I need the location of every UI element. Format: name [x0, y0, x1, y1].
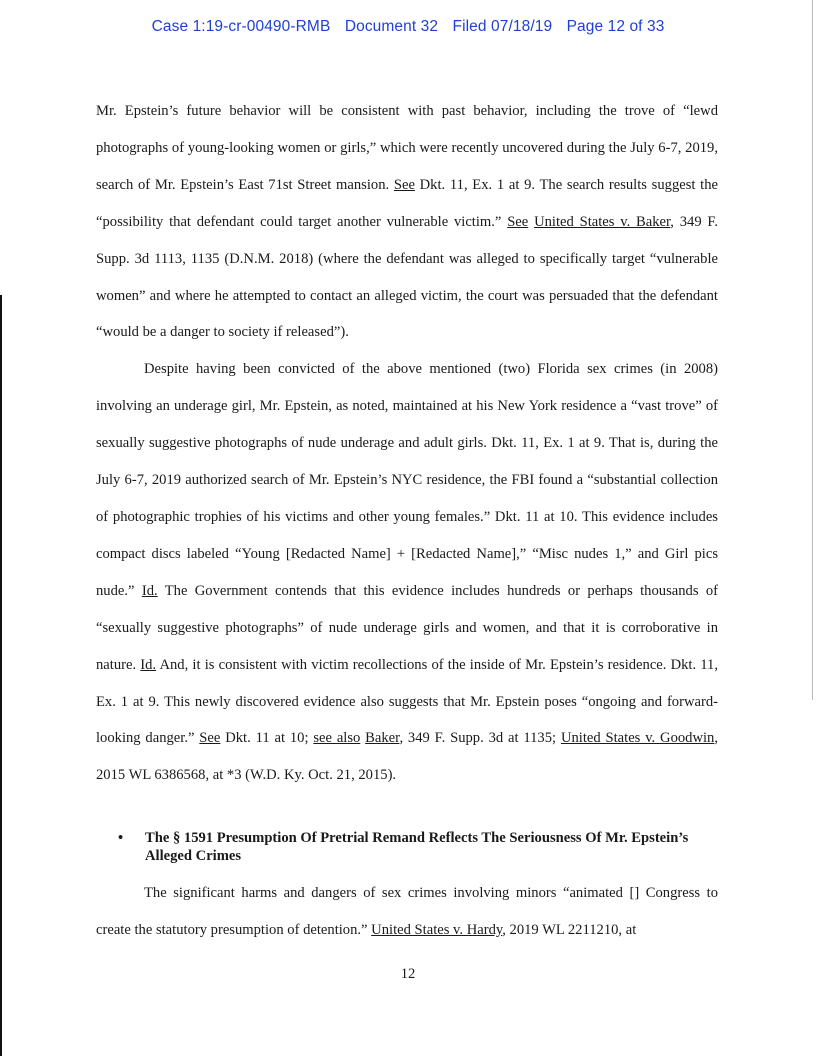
page-number: 12 [400, 966, 416, 982]
section-heading-text: The § 1591 Presumption Of Pretrial Remand Reflects The Seriousness Of Mr. Epstein’s Alleged Crimes [145, 830, 689, 864]
citation-see-also: see also [313, 730, 361, 747]
case-citation-goodwin: United States v. Goodwin [560, 730, 715, 747]
section-heading [118, 829, 718, 865]
case-citation-baker: United States v. Baker [534, 213, 671, 230]
citation-see: See [507, 213, 529, 230]
paragraph-3: The significant harms and dangers of sex crimes involving minors “animated [] Congress to create the statutory presumption of detention.” United States v. Hardy, 2019 WL 2211210, at [96, 885, 718, 938]
scan-edge-left [0, 295, 2, 1056]
paragraph-2: Despite having been convicted of the above mentioned (two) Florida sex crimes (in 2008) involving an underage girl, Mr. Epstein, as noted, maintained at his New York residence a “vast trove” of sexually suggestive photographs of nude underage and adult girls. Dkt. 11, Ex. 1 at 9. That is, during the July 6-7, 2019 authorized search of Mr. Epstein’s NYC residence, the FBI found a “substantial collection of photographic trophies of his victims and other young females.” Dkt. 11 at 10. This evidence includes compact discs labeled “Young [Redacted Name] + [Redacted Name],” “Misc nudes 1,” and Girl pics nude.” Id. The Government contends that this evidence includes hundreds or perhaps thousands of “sexually suggestive photographs” of nude underage girls and women, and that it is corroborative in nature. Id. And, it is consistent with victim recollections of the inside of Mr. Epstein’s residence. Dkt. 11, Ex. 1 at 9. This newly discovered evidence also suggests that Mr. Epstein poses “ongoing and forward-looking danger.” See Dkt. 11 at 10; see also Baker, 349 F. Supp. 3d at 1135; United States v. Goodwin, 2015 WL 6386568, at *3 (W.D. Ky. Oct. 21, 2015). [96, 361, 719, 784]
main-body [96, 93, 718, 794]
citation-see: See [393, 176, 415, 193]
ecf-header [0, 18, 816, 36]
paragraph-1: Mr. Epstein’s future behavior will be consistent with past behavior, including the trove of “lewd photographs of young-looking women or girls,” which were recently uncovered during the July 6-7, 2019, search of Mr. Epstein’s East 71st Street mansion. See Dkt. 11, Ex. 1 at 9. The search results suggest the “possibility that defendant could target another vulnerable victim.” See United States v. Baker, 349 F. Supp. 3d 1113, 1135 (D.N.M. 2018) (where the defendant was alleged to specifically target “vulnerable women” and where he attempted to contact an alleged victim, the court was persuaded that the defendant “would be a danger to society if released”). [96, 103, 718, 341]
citation-id: Id. [140, 656, 157, 673]
case-citation-hardy: United States v. Hardy [371, 921, 503, 938]
main-body-continued [96, 875, 718, 949]
case-citation-baker-short: Baker [365, 730, 400, 747]
citation-id: Id. [141, 582, 158, 599]
scan-edge-right [812, 0, 813, 700]
filed-date: Filed 07/18/19 [452, 18, 553, 35]
case-number: Case 1:19-cr-00490-RMB [151, 18, 331, 35]
bullet-icon: • [118, 830, 124, 846]
citation-see: See [199, 730, 221, 747]
page-indicator: Page 12 of 33 [566, 18, 665, 35]
document-number: Document 32 [344, 18, 439, 35]
